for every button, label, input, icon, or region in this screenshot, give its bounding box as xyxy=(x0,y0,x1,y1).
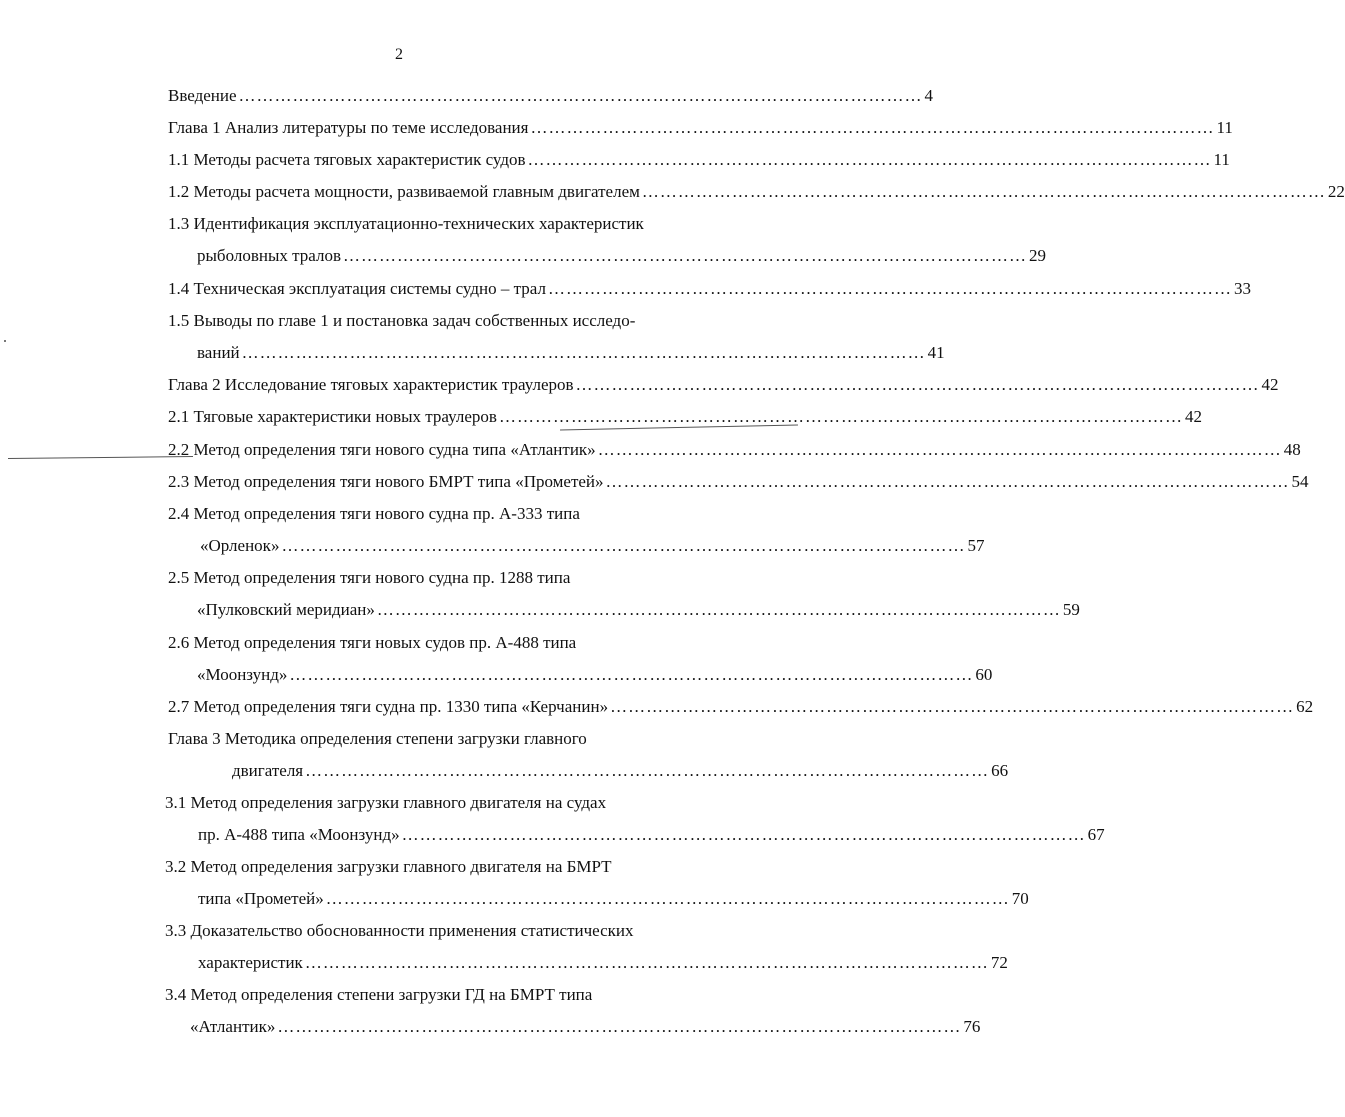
leader-dots: …………………………………………………………………………………………………… xyxy=(547,279,1232,298)
toc-entry-text: 3.4 Метод определения степени загрузки ГД на БМРТ типа xyxy=(165,985,593,1004)
toc-entry xyxy=(168,118,1233,138)
toc-entry xyxy=(197,246,1046,266)
toc-entry-text: «Моонзунд» xyxy=(197,665,288,684)
toc-entry xyxy=(190,1017,981,1037)
leader-dots: …………………………………………………………………………………………………… xyxy=(241,343,926,362)
toc-entry xyxy=(168,407,1202,427)
leader-dots: …………………………………………………………………………………………………… xyxy=(575,375,1260,394)
leader-dots: …………………………………………………………………………………………………… xyxy=(304,953,989,972)
toc-entry-text: 1.4 Техническая эксплуатация системы судно – трал xyxy=(168,279,546,298)
toc-entry-text: рыболовных тралов xyxy=(197,246,341,265)
toc-entry-page: 72 xyxy=(990,953,1008,972)
toc-entry xyxy=(168,311,635,331)
leader-dots: …………………………………………………………………………………………………… xyxy=(605,472,1290,491)
leader-dots: …………………………………………………………………………………………………… xyxy=(401,825,1086,844)
toc-entry xyxy=(197,600,1080,620)
toc-entry-page: 4 xyxy=(924,86,934,105)
page-number: 2 xyxy=(395,46,403,63)
toc-entry-text: 2.6 Метод определения тяги новых судов пр. А-488 типа xyxy=(168,633,577,652)
scan-artifact-line xyxy=(8,456,193,459)
toc-entry-text: 3.1 Метод определения загрузки главного двигателя на судах xyxy=(165,793,607,812)
toc-entry-text: 1.1 Методы расчета тяговых характеристик судов xyxy=(168,150,526,169)
toc-entry-page: 42 xyxy=(1261,375,1279,394)
toc-entry-text: «Пулковский меридиан» xyxy=(197,600,375,619)
toc-entry xyxy=(198,953,1008,973)
leader-dots: …………………………………………………………………………………………………… xyxy=(325,889,1010,908)
toc-entry xyxy=(168,279,1251,299)
toc-entry-page: 57 xyxy=(967,536,985,555)
toc-entry-text: 3.2 Метод определения загрузки главного двигателя на БМРТ xyxy=(165,857,612,876)
toc-entry xyxy=(168,150,1230,170)
toc-entry-page: 62 xyxy=(1296,697,1314,716)
toc-entry-page: 11 xyxy=(1216,118,1233,137)
scan-artifact-dot xyxy=(4,340,6,342)
leader-dots: …………………………………………………………………………………………………… xyxy=(610,697,1295,716)
toc-entry-page: 41 xyxy=(927,343,945,362)
toc-entry-page: 59 xyxy=(1062,600,1080,619)
toc-entry xyxy=(165,985,592,1005)
toc-entry-text: «Атлантик» xyxy=(190,1017,276,1036)
toc-entry xyxy=(168,729,587,749)
leader-dots: …………………………………………………………………………………………………… xyxy=(238,86,923,105)
toc-entry-text: двигателя xyxy=(232,761,304,780)
toc-entry-text: 1.3 Идентификация эксплуатационно-технических характеристик xyxy=(168,214,644,233)
toc-entry xyxy=(165,921,634,941)
leader-dots: …………………………………………………………………………………………………… xyxy=(376,600,1061,619)
toc-entry-text: 3.3 Доказательство обоснованности применения статистических xyxy=(165,921,634,940)
toc-entry-page: 70 xyxy=(1011,889,1029,908)
toc-entry-page: 11 xyxy=(1213,150,1230,169)
toc-entry-text: 2.1 Тяговые характеристики новых траулеров xyxy=(168,407,497,426)
toc-entry xyxy=(168,440,1301,460)
toc-entry-text: 2.2 Метод определения тяги нового судна типа «Атлантик» xyxy=(168,440,596,459)
toc-entry xyxy=(197,665,993,685)
toc-entry-text: 1.5 Выводы по главе 1 и постановка задач собственных исследо- xyxy=(168,311,636,330)
leader-dots: …………………………………………………………………………………………………… xyxy=(641,182,1326,201)
toc-entry-text: 2.7 Метод определения тяги судна пр. 1330 типа «Керчанин» xyxy=(168,697,609,716)
toc-entry-page: 42 xyxy=(1184,407,1202,426)
toc-entry xyxy=(168,86,934,106)
toc-entry-text: Глава 3 Методика определения степени загрузки главного xyxy=(168,729,587,748)
toc-entry-page: 66 xyxy=(991,761,1009,780)
toc-entry-text: 2.3 Метод определения тяги нового БМРТ типа «Прометей» xyxy=(168,472,604,491)
toc-entry xyxy=(168,504,580,524)
toc-entry-page: 48 xyxy=(1283,440,1301,459)
toc-entry xyxy=(165,857,612,877)
toc-entry-page: 67 xyxy=(1087,825,1105,844)
toc-entry xyxy=(198,889,1029,909)
toc-entry-text: Глава 1 Анализ литературы по теме исследования xyxy=(168,118,529,137)
leader-dots: …………………………………………………………………………………………………… xyxy=(305,761,990,780)
toc-entry xyxy=(168,375,1279,395)
toc-entry xyxy=(168,568,570,588)
toc-entry xyxy=(168,633,576,653)
toc-entry xyxy=(165,793,606,813)
leader-dots: …………………………………………………………………………………………………… xyxy=(498,407,1183,426)
toc-entry xyxy=(198,825,1105,845)
leader-dots: …………………………………………………………………………………………………… xyxy=(597,440,1282,459)
toc-entry xyxy=(168,182,1345,202)
toc-entry-text: Введение xyxy=(168,86,237,105)
leader-dots: …………………………………………………………………………………………………… xyxy=(530,118,1215,137)
toc-entry-text: пр. А-488 типа «Моонзунд» xyxy=(198,825,400,844)
toc-entry-text: 2.5 Метод определения тяги нового судна пр. 1288 типа xyxy=(168,568,571,587)
leader-dots: …………………………………………………………………………………………………… xyxy=(289,665,974,684)
toc-entry-page: 76 xyxy=(963,1017,981,1036)
toc-entry xyxy=(232,761,1009,781)
leader-dots: …………………………………………………………………………………………………… xyxy=(281,536,966,555)
toc-entry-text: типа «Прометей» xyxy=(198,889,324,908)
toc-entry-text: Глава 2 Исследование тяговых характеристик траулеров xyxy=(168,375,574,394)
toc-entry xyxy=(168,697,1314,717)
leader-dots: …………………………………………………………………………………………………… xyxy=(527,150,1212,169)
toc-entry-page: 54 xyxy=(1291,472,1309,491)
toc-entry xyxy=(168,214,644,234)
toc-entry xyxy=(197,343,945,363)
toc-entry-text: 1.2 Методы расчета мощности, развиваемой главным двигателем xyxy=(168,182,640,201)
toc-entry-text: «Орленок» xyxy=(200,536,280,555)
toc-entry-page: 60 xyxy=(975,665,993,684)
toc-entry xyxy=(200,536,985,556)
toc-entry-page: 29 xyxy=(1028,246,1046,265)
leader-dots: …………………………………………………………………………………………………… xyxy=(277,1017,962,1036)
toc-entry-page: 33 xyxy=(1233,279,1251,298)
leader-dots: …………………………………………………………………………………………………… xyxy=(342,246,1027,265)
toc-entry-text: 2.4 Метод определения тяги нового судна пр. А-333 типа xyxy=(168,504,580,523)
toc-entry-page: 22 xyxy=(1327,182,1345,201)
toc-entry xyxy=(168,472,1309,492)
toc-entry-text: характеристик xyxy=(198,953,303,972)
toc-entry-text: ваний xyxy=(197,343,240,362)
